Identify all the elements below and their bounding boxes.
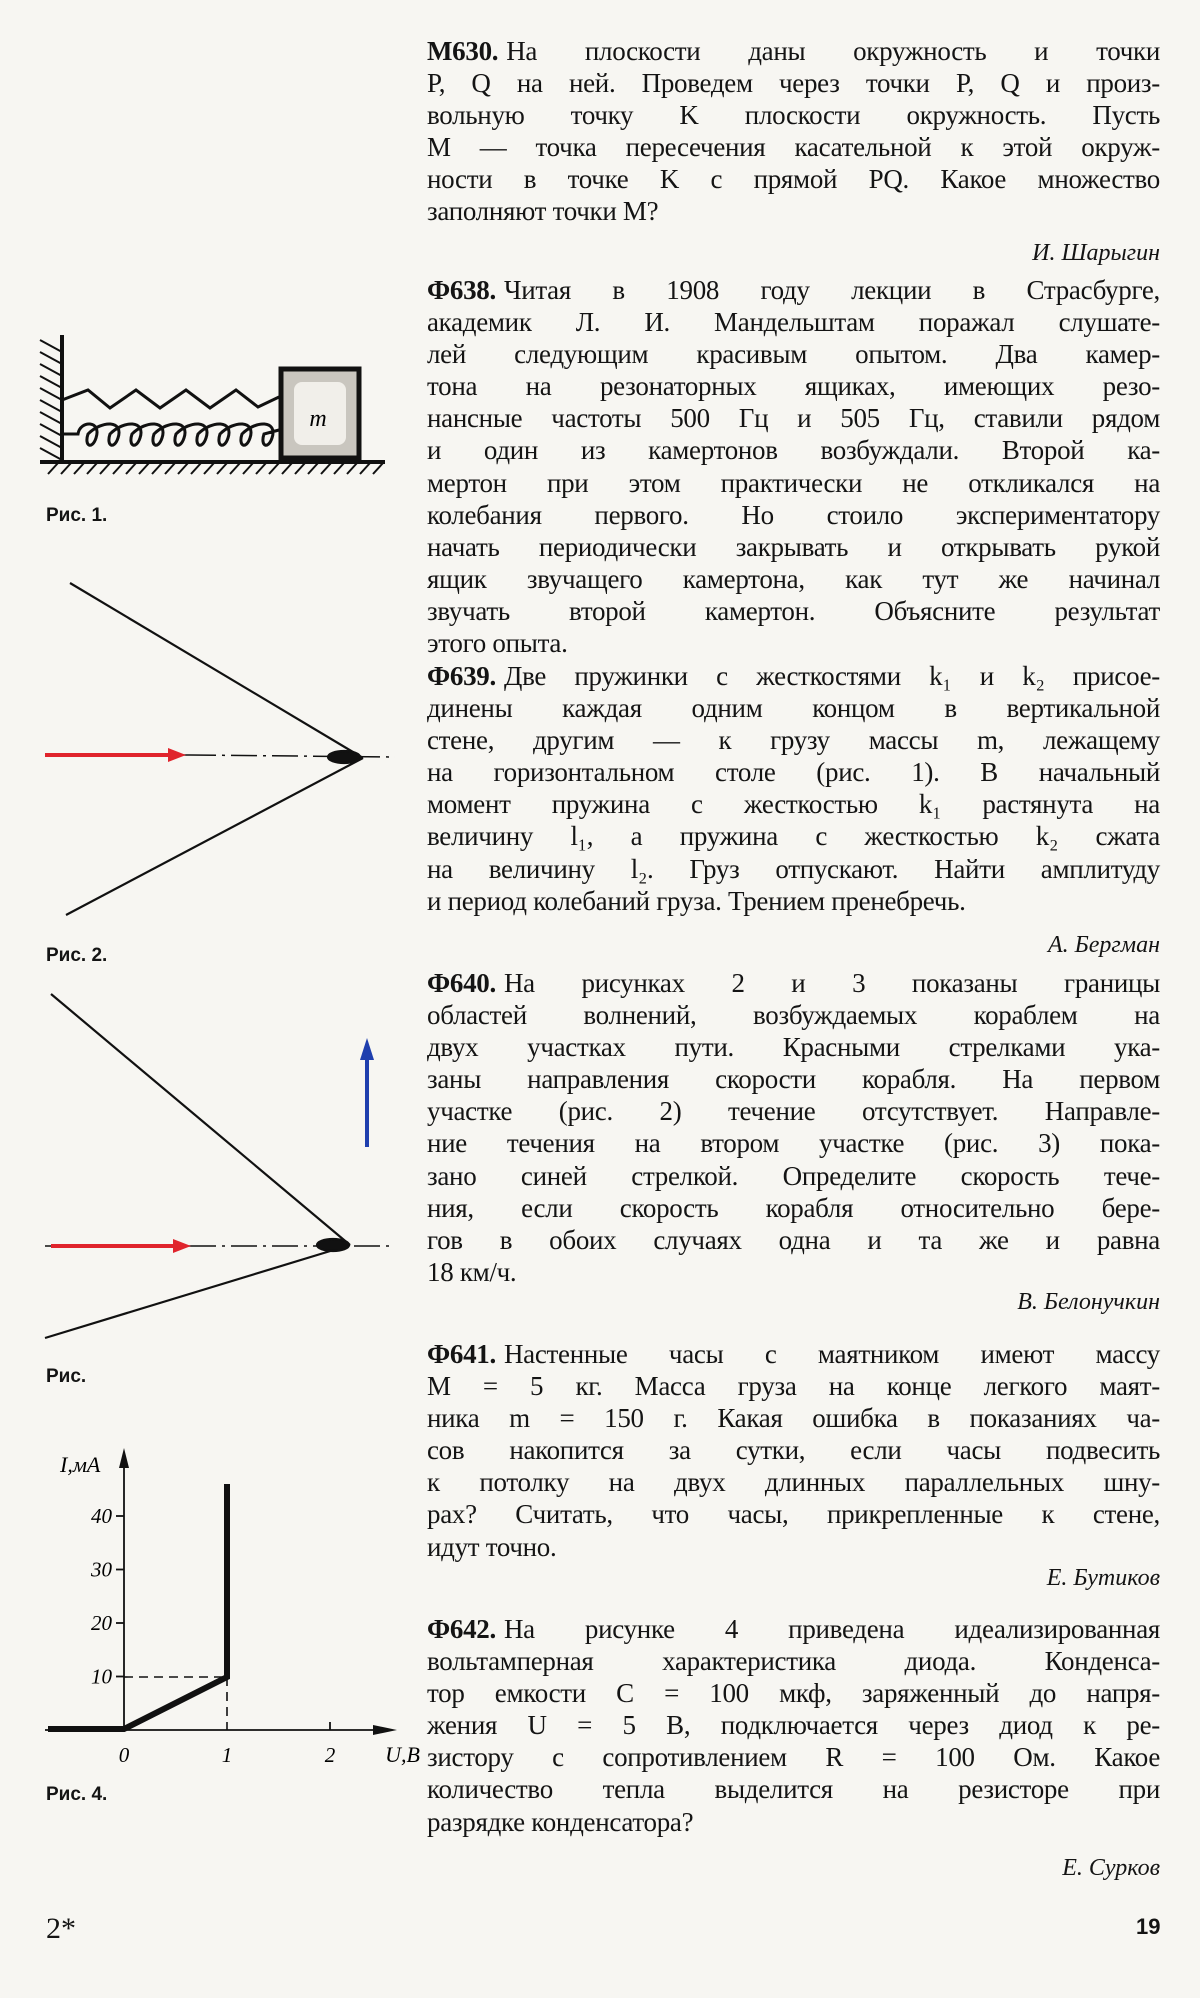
problem-number: Ф641. (427, 1339, 496, 1369)
line-text: гов в обоих случаях одна и та же и равна (427, 1224, 1160, 1255)
line-text: динены каждая одним концом в вертикальной (427, 693, 1160, 724)
line-text: ящик звучащего камертона, как тут же начинал (427, 563, 1160, 594)
y-tick-label: 30 (91, 1557, 112, 1582)
x-axis-arrow (373, 1725, 397, 1735)
line-text: заполняют точки M? (427, 196, 659, 227)
mass-label: m (309, 406, 327, 432)
line-text: на горизонтальном столе (рис. 1). В начальный (427, 757, 1160, 788)
line-text: к потолку на двух длинных параллельных шну- (427, 1467, 1160, 1498)
line-text: зано синей стрелкой. Определите скорость тече- (427, 1160, 1160, 1191)
signature-mark: 2* (46, 1912, 76, 1945)
coil-spring (62, 424, 279, 445)
page-number: 19 (1136, 1914, 1161, 1939)
y-tick-label: 20 (91, 1611, 112, 1635)
x-tick-label: 0 (118, 1743, 130, 1767)
problem-author: В. Белонучкин (1017, 1289, 1160, 1315)
line-text: момент пружина с жесткостью k₁ растянута на (427, 789, 1160, 820)
line-text: рах? Считать, что часы, прикрепленные к стене, (427, 1499, 1160, 1530)
line-text: ние течения на втором участке (рис. 3) пока- (427, 1128, 1160, 1159)
iv-curve (48, 1484, 227, 1729)
red-arrow-velocity (45, 748, 186, 762)
line-text: лей следующим красивым опытом. Два камер- (427, 339, 1160, 370)
line-text: Настенные часы с маятником имеют массу (503, 1339, 1160, 1369)
line-text: тона на резонаторных ящиках, имеющих резо- (427, 371, 1160, 402)
line-text: Две пружинки с жесткостями k₁ и k₂ присое- (503, 661, 1160, 691)
line-text: заны направления скорости корабля. На первом (427, 1064, 1160, 1095)
line-text: На рисунке 4 приведена идеализированная (503, 1614, 1160, 1644)
line-text: сов накопится за сутки, если часы подвесить (427, 1435, 1160, 1466)
line-text: идут точно. (427, 1531, 557, 1562)
fig3-wake (45, 994, 395, 1338)
problem-number: Ф640. (427, 968, 496, 998)
problem-author: Е. Сурков (1062, 1855, 1160, 1881)
blue-arrow-current (360, 1038, 374, 1147)
line-text: M = 5 кг. Масса груза на конце легкого маят- (427, 1371, 1160, 1402)
fig2-wake (45, 583, 395, 915)
line-text: P, Q на ней. Проведем через точки P, Q и произ- (427, 68, 1160, 99)
problem-number: Ф642. (427, 1614, 496, 1644)
line-text: На рисунках 2 и 3 показаны границы (503, 968, 1160, 998)
x-tick-label: 2 (324, 1743, 336, 1767)
fig3-caption: Рис. (46, 1366, 87, 1387)
problem-author: И. Шарыгин (1032, 240, 1160, 266)
y-axis-arrow (119, 1448, 129, 1468)
line-text: количество тепла выделится на резисторе при (427, 1774, 1160, 1805)
problem-number: Ф638. (427, 275, 496, 305)
problem-author: Е. Бутиков (1046, 1565, 1160, 1591)
line-text: Читая в 1908 году лекции в Страсбурге, (503, 275, 1160, 305)
line-text: и период колебаний груза. Трением пренебречь. (427, 885, 966, 916)
x-tick-label: 1 (221, 1743, 233, 1767)
line-text: величину l₁, а пружина с жесткостью k₂ сжата (427, 821, 1160, 852)
red-arrow-velocity (51, 1239, 191, 1253)
fig1-caption: Рис. 1. (46, 505, 108, 526)
line-text: двух участках пути. Красными стрелками ука- (427, 1032, 1160, 1063)
line-text: вольную точку K плоскости окружность. Пусть (427, 100, 1160, 131)
zigzag-spring (62, 390, 279, 408)
line-text: участке (рис. 2) течение отсутствует. Направле- (427, 1096, 1160, 1127)
fig1-spring-system (40, 335, 385, 474)
line-text: областей волнений, возбуждаемых кораблем на (427, 1000, 1160, 1031)
y-tick-label: 40 (91, 1504, 112, 1528)
line-text: зистору с сопротивлением R = 100 Ом. Какое (427, 1742, 1160, 1773)
line-text: ности в точке K с прямой PQ. Какое множество (427, 164, 1160, 195)
line-text: M — точка пересечения касательной к этой окруж- (427, 132, 1160, 163)
line-text: и один из камертонов возбуждали. Второй ка- (427, 435, 1160, 466)
x-axis-label: U,В (385, 1742, 420, 1767)
ship (328, 751, 360, 763)
line-text: На плоскости даны окружность и точки (506, 36, 1160, 66)
line-text: стене, другим — к грузу массы m, лежащему (427, 725, 1160, 756)
ship (317, 1239, 349, 1251)
line-text: тор емкости C = 100 мкф, заряженный до напря- (427, 1678, 1160, 1709)
line-text: ния, если скорость корабля относительно бере- (427, 1192, 1160, 1223)
fig4-iv-chart (45, 1448, 397, 1735)
line-text: 18 км/ч. (427, 1256, 517, 1287)
line-text: нансные частоты 500 Гц и 505 Гц, ставили рядом (427, 403, 1160, 434)
line-text: жения U = 5 В, подключается через диод к ре- (427, 1710, 1160, 1741)
problem-number: М630. (427, 36, 499, 66)
line-text: начать периодически закрывать и открывать рукой (427, 531, 1160, 562)
line-text: звучать второй камертон. Объясните результат (427, 595, 1160, 626)
fig4-caption: Рис. 4. (46, 1784, 108, 1805)
y-axis-label: I,мА (60, 1452, 101, 1477)
line-text: этого опыта. (427, 628, 568, 659)
line-text: ника m = 150 г. Какая ошибка в показаниях ча- (427, 1403, 1160, 1434)
wall-hatch (40, 340, 62, 460)
problem-author: А. Бергман (1047, 932, 1160, 958)
fig2-caption: Рис. 2. (46, 945, 108, 966)
floor-hatch (48, 463, 383, 474)
line-text: разрядке конденсатора? (427, 1806, 694, 1837)
problem-number: Ф639. (427, 661, 496, 691)
y-tick-label: 10 (91, 1664, 112, 1689)
line-text: академик Л. И. Мандельштам поражал слушате- (427, 307, 1160, 338)
line-text: мертон при этом практически не откликался на (427, 467, 1160, 498)
line-text: на величину l₂. Груз отпускают. Найти амплитуду (427, 853, 1160, 884)
line-text: колебания первого. Но стоило экспериментатору (427, 499, 1160, 530)
line-text: вольтамперная характеристика диода. Конденса- (427, 1646, 1160, 1677)
